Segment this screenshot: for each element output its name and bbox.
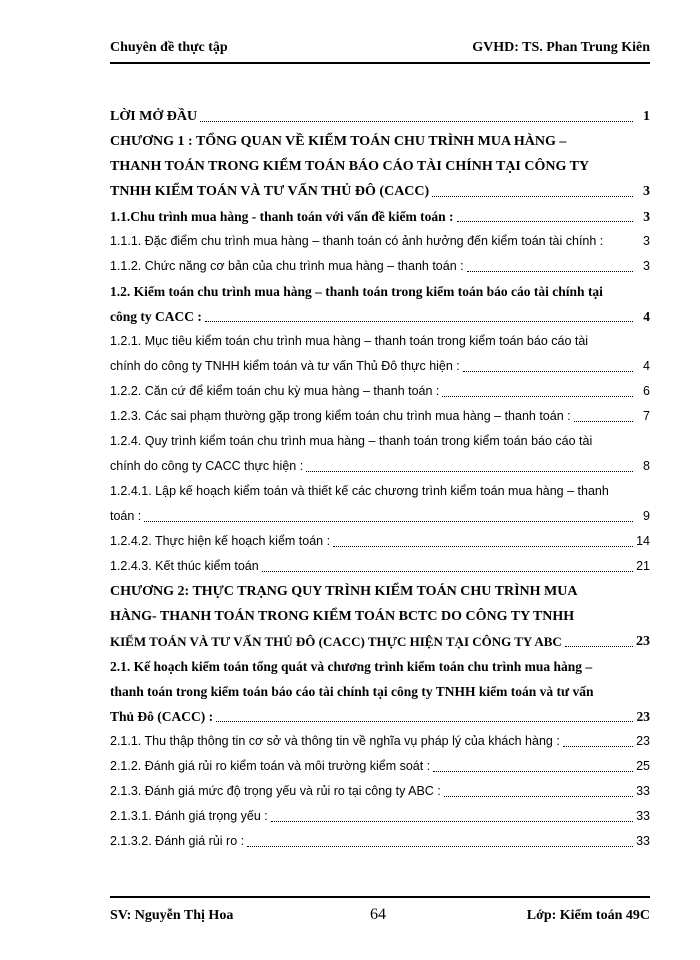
toc-entry[interactable]: 2.1.1. Thu thập thông tin cơ sở và thông tin về nghĩa vụ pháp lý của khách hàng : 23	[110, 734, 650, 748]
toc-entry[interactable]: 2.1.2. Đánh giá rủi ro kiểm toán và môi trường kiểm soát : 25	[110, 759, 650, 773]
toc-entry[interactable]: CHƯƠNG 1 : TỔNG QUAN VỀ KIỂM TOÁN CHU TRÌNH MUA HÀNG – THANH TOÁN TRONG KIỂM TOÁN BÁO CÁO TÀI CHÍNH TẠI CÔNG TY TNHH KIỂM TOÁN VÀ TƯ VẤN THỦ ĐÔ (CACC) 3	[110, 134, 650, 199]
toc-entry[interactable]: 1.1.Chu trình mua hàng - thanh toán với vấn đề kiểm toán : 3	[110, 209, 650, 224]
page-header	[110, 36, 650, 60]
toc-entry[interactable]: 1.1.1. Đặc điểm chu trình mua hàng – thanh toán có ảnh hưởng đến kiểm toán tài chính : 3	[110, 234, 650, 248]
toc-entry[interactable]: LỜI MỞ ĐẦU 1	[110, 109, 650, 124]
toc-entry[interactable]: 1.2.1. Mục tiêu kiểm toán chu trình mua hàng – thanh toán trong kiểm toán báo cáo tài chính do công ty TNHH kiểm toán và tư vấn Thủ Đô thực hiện : 4	[110, 334, 650, 373]
toc-entry[interactable]: 1.2. Kiểm toán chu trình mua hàng – thanh toán trong kiểm toán báo cáo tài chính tại công ty CACC : 4	[110, 284, 650, 324]
page-footer	[110, 904, 650, 928]
toc-entry[interactable]: 1.2.2. Căn cứ để kiểm toán chu kỳ mua hàng – thanh toán : 6	[110, 384, 650, 398]
toc-entry[interactable]: 1.2.4.2. Thực hiện kế hoạch kiểm toán : 14	[110, 534, 650, 548]
page-number: 64	[370, 906, 386, 923]
toc-entry[interactable]: 1.1.2. Chức năng cơ bản của chu trình mua hàng – thanh toán : 3	[110, 259, 650, 273]
toc-entry[interactable]: 1.2.4. Quy trình kiểm toán chu trình mua hàng – thanh toán trong kiểm toán báo cáo tài chính do công ty CACC thực hiện : 8	[110, 434, 650, 473]
toc-entry[interactable]: CHƯƠNG 2: THỰC TRẠNG QUY TRÌNH KIỂM TOÁN CHU TRÌNH MUA HÀNG- THANH TOÁN TRONG KIỂM TOÁN BCTC DO CÔNG TY TNHH KIỂM TOÁN VÀ TƯ VẤN THỦ ĐÔ (CACC) THỰC HIỆN TẠI CÔNG TY ABC 23	[110, 584, 650, 649]
toc-entry[interactable]: 1.2.4.3. Kết thúc kiểm toán 21	[110, 559, 650, 573]
toc-entry[interactable]: 2.1.3.1. Đánh giá trọng yếu : 33	[110, 809, 650, 823]
toc-entry[interactable]: 1.2.3. Các sai phạm thường gặp trong kiểm toán chu trình mua hàng – thanh toán : 7	[110, 409, 650, 423]
toc-entry[interactable]: 2.1.3. Đánh giá mức độ trọng yếu và rủi ro tại công ty ABC : 33	[110, 784, 650, 798]
footer-rule	[110, 896, 650, 898]
header-supervisor: GVHD: TS. Phan Trung Kiên	[472, 40, 650, 55]
toc-entry[interactable]: 2.1.3.2. Đánh giá rủi ro : 33	[110, 834, 650, 848]
table-of-contents	[110, 104, 650, 854]
toc-entry[interactable]: 1.2.4.1. Lập kế hoạch kiểm toán và thiết kế các chương trình kiểm toán mua hàng – thanh toán : 9	[110, 484, 650, 523]
toc-entry[interactable]: 2.1. Kế hoạch kiểm toán tổng quát và chương trình kiểm toán chu trình mua hàng – thanh toán trong kiểm toán báo cáo tài chính tại công ty TNHH kiểm toán và tư vấn Thủ Đô (CACC) : 23	[110, 659, 650, 724]
footer-student: SV: Nguyễn Thị Hoa	[110, 908, 234, 923]
header-course: Chuyên đề thực tập	[110, 40, 228, 55]
footer-class: Lớp: Kiểm toán 49C	[526, 908, 650, 923]
header-rule	[110, 62, 650, 64]
